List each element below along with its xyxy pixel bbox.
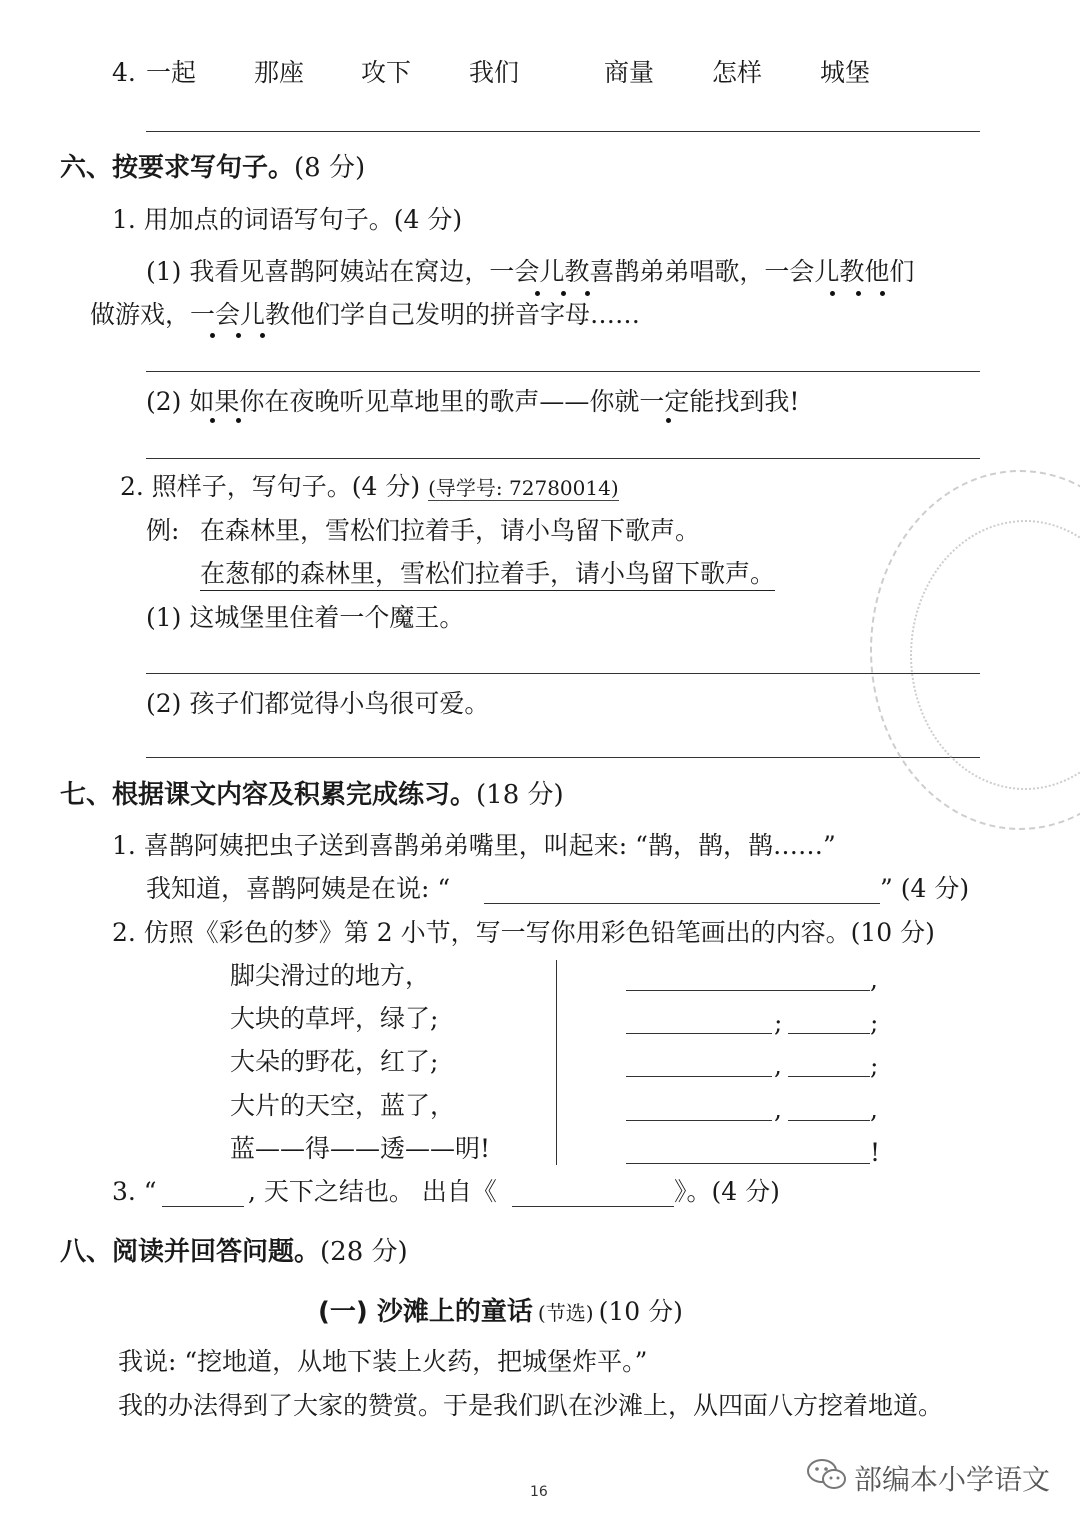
answer-line[interactable] xyxy=(146,757,980,758)
emphasis-dot xyxy=(856,291,861,296)
section-8-heading: 八、阅读并回答问题。(28 分) xyxy=(60,1237,408,1267)
q4-word: 商量 xyxy=(604,58,655,87)
emphasis-dot xyxy=(535,291,540,296)
answer-blank[interactable] xyxy=(626,990,870,991)
s7-q1-line1: 1. 喜鹊阿姨把虫子送到喜鹊弟弟嘴里，叫起来: “鹊，鹊，鹊……” xyxy=(112,831,836,860)
q4-word: 一起 xyxy=(146,58,197,87)
answer-blank[interactable] xyxy=(512,1206,674,1207)
emphasis-dot xyxy=(210,418,215,423)
answer-blank[interactable] xyxy=(788,1120,870,1121)
poem-line: 蓝——得——透——明! xyxy=(230,1134,491,1163)
answer-blank[interactable] xyxy=(788,1076,870,1077)
answer-punct: ; xyxy=(870,1051,879,1080)
reading-paragraph: 我说: “挖地道，从地下装上火药，把城堡炸平。” xyxy=(118,1347,648,1376)
s6-q2-p1: (1) 这城堡里住着一个魔王。 xyxy=(146,603,465,632)
example-sentence-1: 在森林里，雪松们拉着手，请小鸟留下歌声。 xyxy=(200,516,701,545)
section-6-heading: 六、按要求写句子。(8 分) xyxy=(60,153,366,183)
answer-blank[interactable] xyxy=(162,1206,244,1207)
s6-q1-title: 1. 用加点的词语写句子。(4 分) xyxy=(112,205,463,234)
s6-q2-code: (导学号: 72780014) xyxy=(428,476,619,500)
emphasis-dot xyxy=(585,291,590,296)
q4-word: 攻下 xyxy=(361,58,412,87)
s7-q3-end: 》。(4 分) xyxy=(674,1177,780,1206)
emphasis-dot xyxy=(561,291,566,296)
answer-punct: , xyxy=(774,1095,782,1124)
s6-q1-p1-line1: (1) 我看见喜鹊阿姨站在窝边，一会儿教喜鹊弟弟唱歌，一会儿教他们 xyxy=(146,257,915,286)
q4-word: 城堡 xyxy=(820,58,871,87)
poem-line: 大块的草坪，绿了; xyxy=(230,1004,439,1033)
s6-q2-title: 2. 照样子，写句子。(4 分) (导学号: 72780014) xyxy=(120,472,619,501)
section-7-heading: 七、根据课文内容及积累完成练习。(18 分) xyxy=(60,780,564,810)
reading-title: (一) 沙滩上的童话 (节选) (10 分) xyxy=(318,1297,683,1327)
emphasis-dot xyxy=(236,333,241,338)
answer-punct: ! xyxy=(870,1138,881,1167)
answer-blank[interactable] xyxy=(484,903,880,904)
emphasis-dot xyxy=(880,291,885,296)
poem-line: 大朵的野花，红了; xyxy=(230,1047,439,1076)
page-number: 16 xyxy=(530,1484,548,1500)
poem-line: 大片的天空，蓝了， xyxy=(230,1091,456,1120)
answer-line[interactable] xyxy=(146,673,980,674)
answer-punct: , xyxy=(870,1095,878,1124)
emphasis-dot xyxy=(830,291,835,296)
s6-q1-p2: (2) 如果你在夜晚听见草地里的歌声——你就一定能找到我! xyxy=(146,387,800,416)
emphasis-dot xyxy=(260,333,265,338)
answer-line[interactable] xyxy=(146,458,980,459)
example-sentence-2: 在葱郁的森林里，雪松们拉着手，请小鸟留下歌声。 xyxy=(200,559,775,591)
answer-blank[interactable] xyxy=(626,1163,870,1164)
s7-q1-line2-start: 我知道，喜鹊阿姨是在说: “ xyxy=(146,874,451,903)
q4-word: 那座 xyxy=(254,58,305,87)
watermark-text: 部编本小学语文 xyxy=(854,1463,1051,1496)
answer-punct: ; xyxy=(774,1008,783,1037)
q4-label: 4. xyxy=(112,58,136,87)
s7-q3-start: 3. “ xyxy=(112,1177,157,1206)
poem-divider xyxy=(556,960,557,1165)
answer-punct: ; xyxy=(870,1008,879,1037)
answer-punct: , xyxy=(774,1051,782,1080)
wechat-icon xyxy=(806,1457,848,1493)
example-label: 例: xyxy=(146,516,180,545)
s7-q3-middle: , 天下之结也。 出自《 xyxy=(248,1177,497,1206)
answer-blank[interactable] xyxy=(626,1076,772,1077)
emphasis-dot xyxy=(210,333,215,338)
s6-q2-p2: (2) 孩子们都觉得小鸟很可爱。 xyxy=(146,689,490,718)
emphasis-dot xyxy=(666,418,671,423)
poem-line: 脚尖滑过的地方， xyxy=(230,961,431,990)
answer-blank[interactable] xyxy=(626,1120,772,1121)
answer-punct: , xyxy=(870,965,878,994)
reading-paragraph: 我的办法得到了大家的赞赏。于是我们趴在沙滩上，从四面八方挖着地道。 xyxy=(118,1391,944,1420)
answer-line[interactable] xyxy=(146,131,980,132)
s7-q2-title: 2. 仿照《彩色的梦》第 2 小节，写一写你用彩色铅笔画出的内容。(10 分) xyxy=(112,918,935,947)
answer-line[interactable] xyxy=(146,371,980,372)
answer-blank[interactable] xyxy=(788,1033,870,1034)
s6-q1-p1-line2: 做游戏，一会儿教他们学自己发明的拼音字母…… xyxy=(90,300,641,329)
emphasis-dot xyxy=(236,418,241,423)
answer-blank[interactable] xyxy=(626,1033,772,1034)
q4-word: 我们 xyxy=(469,58,520,87)
s7-q1-line2-end: ” (4 分) xyxy=(880,874,970,903)
q4-word: 怎样 xyxy=(712,58,763,87)
